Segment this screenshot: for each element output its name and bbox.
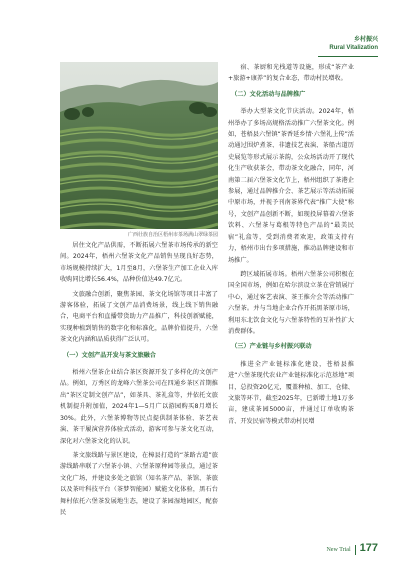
footer-divider xyxy=(355,545,356,555)
body-paragraph: 跨区域拓展市场。梧州六堡茶公司积极在国全国市场，例如在哈尔滨设立茶在营销展厅中心，通过客艺表演、茶王推介会等活动推广六堡茶。并与当地企业合作开拓黑茶原市场，利用东北饮食文化与六堡茶特性的互补性扩大消费群体。 xyxy=(228,270,354,335)
body-paragraph: 茶文旅线路与景区建设，在樟县打造的“茶路古道”旅游线路串联了六堡茶小镇、六堡茶原种园等景点，通过茶文化广场，并建设多处之旅馆（知名茶产品、茶馆、茶旅以及茶叶科技平台（茶梦智能园）赋能文化体验，黑石台舞村依托六堡茶发展地生态，建设了茶园湿地园区，配套民 xyxy=(60,451,218,516)
section-heading: （二）文化活动与品牌推广 xyxy=(231,90,306,98)
page-number: 177 xyxy=(359,542,378,554)
magazine-name: New Trial xyxy=(326,547,351,553)
left-column xyxy=(60,240,218,521)
body-paragraph: 文旅融合创新，聚焦茶园、茶文化场馆等项目丰富了游客体验，拓展了文创产品消费场景，线上线下销售融合，电商平台和直播带货助力产品推广，科技创新赋能，实现种植到销售的数字化和标准化，品牌价值提升，六堡茶文化内涵和品质获得广泛认可。 xyxy=(60,290,218,344)
body-paragraph: 宿、茶厨和光栈道等设施，形成“茶产业+旅游+康养”的复合业态，带动村民增收。 xyxy=(228,64,354,83)
section-heading: （三）产业链与乡村振兴联动 xyxy=(231,343,312,351)
section-heading: （一）文创产品开发与茶文旅融合 xyxy=(63,351,156,359)
section-title-cn: 乡村振兴 xyxy=(353,36,378,43)
tea-plantation-illustration xyxy=(60,62,218,229)
right-column xyxy=(228,62,354,430)
tea-plantation-photo xyxy=(60,62,218,229)
header-rule xyxy=(318,56,378,57)
running-header xyxy=(329,36,378,52)
body-paragraph: 居住文化产品供需，不断拓展六堡茶市场传承的新空间。2024年，梧州六堡茶文化产品销售呈现良好态势，市场规模持续扩大，1月至8月，六堡茶生产加工企业入库收购同比增长56.4%，品种价值达49.7亿元。 xyxy=(60,242,218,284)
body-paragraph: 推进全产业链标准化建设，苍梧县推进“六堡茶现代农业产业链标准化示范基地”项目，总投资20亿元，覆盖种植、加工、仓储、文旅等环节，截至2025年，已新增土地1万多亩，建成茶园5000亩，并通过订单收购茶青、开发民宿等模式带动村民增 xyxy=(228,360,354,425)
body-paragraph: 梧州六堡茶企业结合茶区资源开发了多样化的文创产品。例如，万秀区的龙峰六堡茶公司在四通乡茶区首期推出“茶区定制文创产品”，如茶具、茶礼盒等，并依托文旅机制提升附加值，2024年1—5月广以游园购买8月增长30%。此外，六堡茶博物等民点提供制茶体验、茶艺表演、茶干履演营养体验式活动，游客可参与茶文化互动，深化对六堡茶文化的认识。 xyxy=(60,369,218,445)
page-footer xyxy=(326,542,378,555)
body-paragraph: 举办大型茶文化节庆活动。2024年，梧州举办了多场高规格活动推广六堡茶文化。例如，苍梧县六堡镇“茶香延乡情·六堡礼上传”活动通过围炉煮茶、非遗技艺表演、茶船古道历史展览等形式展示茶韵，公众场活动开了现代化生产收获茶会，带动茶文化融合，同年，河南第二届六堡茶文化节上，梧州组织了茶港企参展，通过品牌推介会、茶艺展示等活动拓展中原市场，并视予刊南茶界代表“推广大使”称号，文创产品创新不断，如现投屏幕着六堡茶饮料、六堡茶与葛根等特色产品的“最美民宿”礼盒等，受到消费者欢迎，政策支持有力，梧州市出台多项措施，推动品牌建设和市场推广。 xyxy=(228,108,354,264)
photo-caption: 广西壮族自治区梧州市茶场满山翠绿茶园 xyxy=(127,232,218,238)
section-title-en: Rural Vitalization xyxy=(329,45,378,51)
